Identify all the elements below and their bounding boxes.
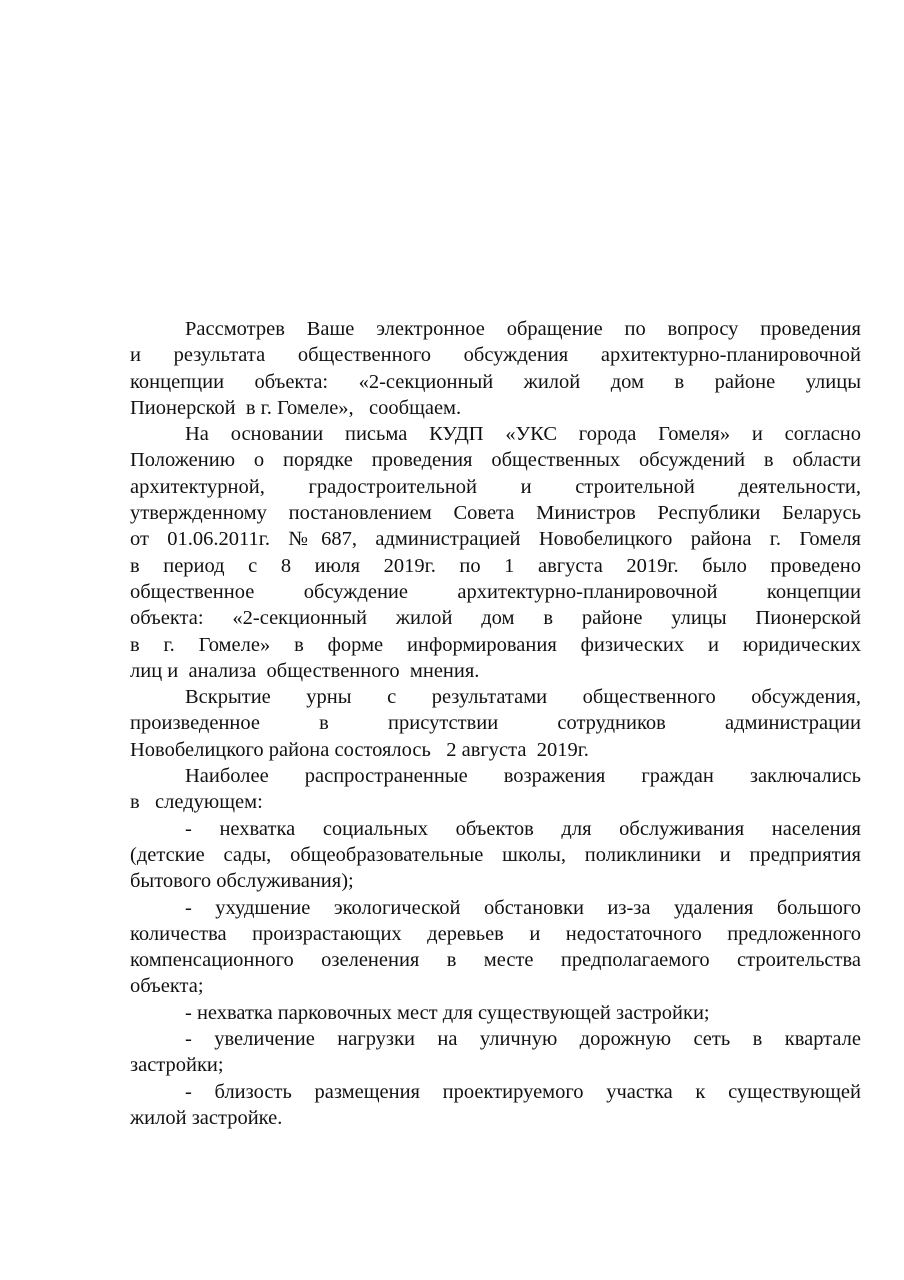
text-line: Наиболее распространенные возражения граждан заключались [185,765,861,788]
objection-item [130,895,861,1000]
text-line: (детские сады, общеобразовательные школы, поликлиники и предприятия [130,843,861,866]
text-line: компенсационного озеленения в месте предполагаемого строительства [130,949,861,972]
text-line: утвержденному постановлением Совета Министров Республики Беларусь [130,502,861,525]
text-line: и результата общественного обсуждения архитектурно-планировочной [130,344,861,367]
text-line: от 01.06.2011г. №687, администрацией Новобелицкого района г. Гомеля [130,528,861,551]
text-line: Новобелицкого района состоялось 2 августа 2019г. [130,738,589,761]
text-line: объекта: «2-секционный жилой дом в районе улицы Пионерской [130,607,861,630]
objection-item [130,1079,861,1132]
objection-item [130,1026,861,1079]
objection-item [130,816,861,895]
text-line: На основании письма КУДП «УКС города Гомеля» и согласно [185,423,861,446]
text-line: Рассмотрев Ваше электронное обращение по вопросу проведения [185,318,861,340]
text-line: жилой застройке. [130,1106,283,1129]
text-line: - близость размещения проектируемого участка к существующей [185,1080,861,1103]
text-line: - нехватка социальных объектов для обслуживания населения [185,817,861,840]
text-line: концепции объекта: «2-секционный жилой дом в районе улицы [130,370,861,393]
paragraph-ballot-opening [130,684,861,763]
text-line: застройки; [130,1054,224,1077]
text-line: в период с 8 июля 2019г. по 1 августа 2019г. было проведено [130,554,861,577]
text-line: - ухудшение экологической обстановки из-за удаления большого [185,896,861,919]
paragraph-review [130,316,861,421]
text-line: Пионерской в г. Гомеле», сообщаем. [130,396,462,419]
text-line: - увеличение нагрузки на уличную дорожную сеть в квартале [185,1028,861,1051]
text-line: в следующем: [130,791,263,814]
document-body [130,316,861,1131]
text-line: архитектурной, градостроительной и строительной деятельности, [130,475,861,498]
text-line: - нехватка парковочных мест для существующей застройки; [185,1001,710,1024]
text-line: Вскрытие урны с результатами общественного обсуждения, [185,686,861,709]
text-line: количества произрастающих деревьев и недостаточного предложенного [130,922,861,945]
paragraph-objections [130,763,861,816]
text-line: лиц и анализа общественного мнения. [130,659,480,682]
objection-item [130,1000,861,1026]
text-line: общественное обсуждение архитектурно-планировочной концепции [130,580,861,603]
paragraph-basis [130,421,861,684]
text-line: Положению о порядке проведения общественных обсуждений в области [130,449,861,472]
text-line: бытового обслуживания); [130,870,354,893]
text-line: произведенное в присутствии сотрудников администрации [130,712,861,735]
text-line: объекта; [130,975,204,998]
text-line: в г. Гомеле» в форме информирования физических и юридических [130,633,861,656]
